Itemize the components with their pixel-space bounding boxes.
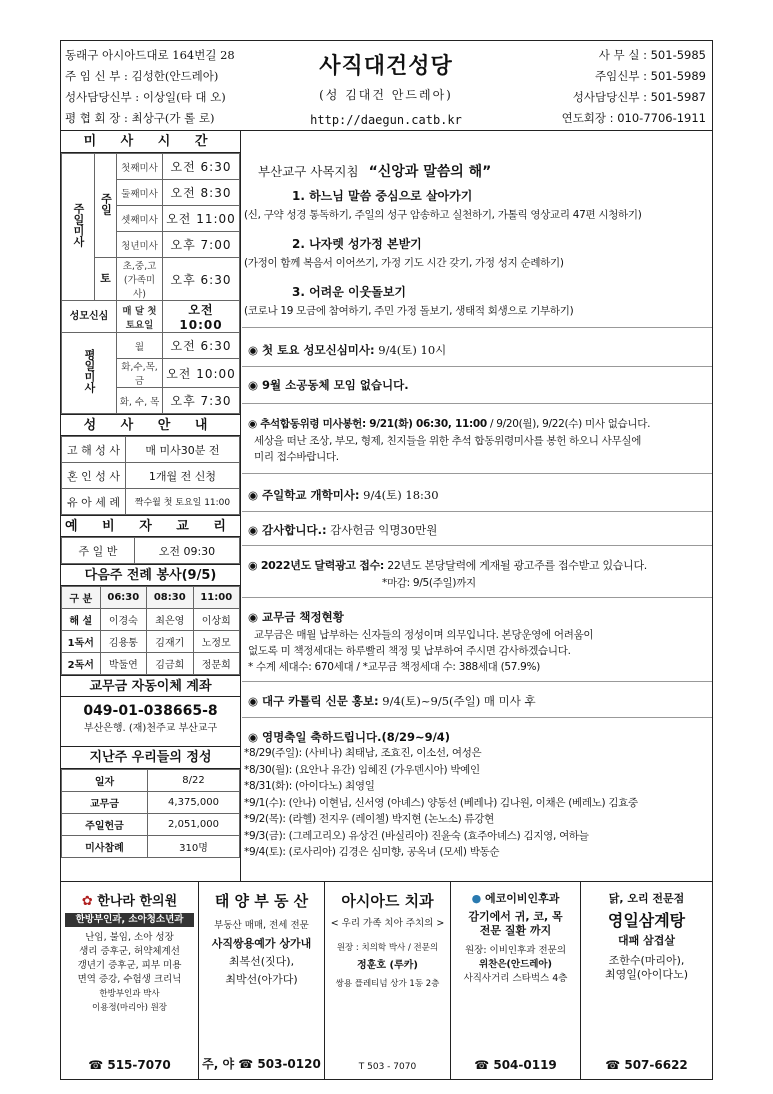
sun-label: 주일 <box>95 154 117 258</box>
main-content <box>242 131 712 881</box>
feast-item: *8/31(화): (아이다노) 최영일 <box>244 780 375 792</box>
mass-row-time: 오전 8:30 <box>163 180 240 206</box>
duty-head: 11:00 <box>193 587 240 609</box>
ad-eco-line1: 감기에서 귀, 코, 목 <box>468 910 563 923</box>
first-sat-label: 성모신심 <box>62 301 117 333</box>
notice-1-title: ◉ 첫 토요 성모신심미사: <box>248 343 375 357</box>
weekday-time: 오전 6:30 <box>163 333 240 359</box>
ad-hanara-line3: 생리 증후군, 허약체계선 <box>79 946 180 957</box>
mass-row-time: 오후 7:00 <box>163 232 240 258</box>
duty-cell: 김재기 <box>147 631 193 653</box>
mass-row-label: 청년미사 <box>117 232 163 258</box>
duty-role: 해 설 <box>62 609 101 631</box>
header-left <box>65 45 265 129</box>
feast-item: *9/3(금): (그레고리오) 유상건 (바실리아) 진윤숙 (효주아녜스) 김지영, 여하늘 <box>244 829 589 842</box>
duty-role: 1독서 <box>62 631 101 653</box>
notice-3-value: / 9/20(월), 9/22(수) 미사 없습니다. <box>489 418 651 430</box>
mass-row-label: 셋째미사 <box>117 206 163 232</box>
duty-head: 구 분 <box>62 587 101 609</box>
feast-item: *8/30(월): (요안나 유간) 임혜진 (가우덴시아) 박예인 <box>244 763 480 776</box>
account-bank: 부산은행. (재)천주교 부산교구 <box>83 723 218 734</box>
ad-dental-line4: 쌍용 플레티넘 상가 1동 2층 <box>335 979 440 989</box>
guideline-2-detail: (가정이 함께 복음서 이어쓰기, 가정 기도 시간 갖기, 가정 성지 순례하기) <box>244 257 564 269</box>
duty-cell: 박둘연 <box>100 653 146 675</box>
notice-7-detail-2: 없도록 미 책정세대는 하루빨리 책정 및 납부하여 주시면 감사하겠습니다. <box>248 645 571 657</box>
ads-section <box>61 881 712 1081</box>
ad-hanara-line1: 한방부인과, 소아청소년과 <box>65 913 194 927</box>
guideline-3-detail: (코로나 19 모금에 참여하기, 주민 가정 돌보기, 생태적 회생으로 기부하기) <box>244 305 574 317</box>
sacraments-table <box>61 436 240 515</box>
account-box <box>61 697 240 747</box>
offering-key: 미사참례 <box>62 836 148 858</box>
notice-8-title: ◉ 대구 카톨릭 신문 홍보: <box>248 694 379 708</box>
ad-taeyang-name: 태 양 부 동 산 <box>214 892 309 910</box>
header-right <box>501 45 706 129</box>
notice-2: ◉ 9월 소공동체 모임 없습니다. <box>248 378 409 392</box>
assistant-text: 성사담당신부 : 이상일(타 대 오) <box>65 90 226 104</box>
ad-asiad-dental <box>325 882 451 1080</box>
duty-head: 06:30 <box>100 587 146 609</box>
ad-dental-phone: T 503 - 7070 <box>358 1062 417 1072</box>
account-number: 049-01-038665-8 <box>83 703 218 719</box>
ad-taeyang-phone: 주, 야 ☎ 503-0120 <box>202 1057 321 1071</box>
offering-key: 일자 <box>62 770 148 792</box>
council-text: 평 협 회 장 : 최상구(가 롤 로) <box>65 111 215 125</box>
duty-cell: 이상희 <box>193 609 240 631</box>
ad-eco-line5: 사직사거리 스타벅스 4층 <box>463 973 568 984</box>
ad-hanara <box>61 882 199 1080</box>
notice-4-value: 9/4(토) 18:30 <box>363 488 439 502</box>
notice-8-value: 9/4(토)~9/5(주일) 매 미사 후 <box>382 694 536 708</box>
ad-eco-name: ● 에코이비인후과 <box>471 892 560 905</box>
catechumen-value: 오전 09:30 <box>134 538 239 564</box>
notice-5 <box>248 522 708 538</box>
guideline-2: 2. 나자렛 성가정 본받기 <box>292 237 422 251</box>
notice-3-detail-2: 미리 접수바랍니다. <box>254 451 339 463</box>
ad-taeyang <box>199 882 325 1080</box>
elder-phone: 연도회장 : 010-7706-1911 <box>561 111 706 125</box>
notice-9: ◉ 영명축일 축하드립니다.(8/29~9/4) <box>248 730 451 744</box>
guideline-1: 1. 하느님 말씀 중심으로 살아가기 <box>292 189 473 203</box>
offering-title: 지난주 우리들의 정성 <box>61 747 240 769</box>
ad-eco-phone: ☎ 504-0119 <box>474 1058 557 1072</box>
sat-label: 토 <box>95 258 117 301</box>
assistant-phone: 성사담당신부 : 501-5987 <box>572 90 706 104</box>
church-url[interactable]: http://daegun.catb.kr <box>310 113 462 127</box>
ad-taeyang-line4: 최박선(아가다) <box>225 973 298 986</box>
notice-4-title: ◉ 주일학교 개학미사: <box>248 488 360 502</box>
mass-title: 미 사 시 간 <box>61 131 240 153</box>
ad-dental-line2: 원장 : 치의학 박사 / 전문의 <box>336 943 439 953</box>
ad-hanara-phone: ☎ 515-7070 <box>88 1058 171 1072</box>
notice-1 <box>248 342 708 358</box>
divider <box>242 473 712 474</box>
motto-title: “신앙과 말씀의 해” <box>368 164 492 180</box>
offering-key: 주일헌금 <box>62 814 148 836</box>
office-phone: 사 무 실 : 501-5985 <box>598 48 706 62</box>
divider <box>242 403 712 404</box>
mass-row-time: 오후 6:30 <box>163 258 240 301</box>
eco-logo-icon: ● <box>471 892 482 905</box>
notice-6 <box>248 557 708 573</box>
sacraments-title: 성 사 안 내 <box>61 414 240 436</box>
ad-yeongil-line2: 대패 삼겹살 <box>618 934 675 947</box>
ad-yeongil-line3: 조한수(마리아), <box>608 954 685 967</box>
ad-yeongil-line1: 영일삼계탕 <box>607 911 686 930</box>
mass-row-label: 첫째미사 <box>117 154 163 180</box>
divider <box>242 597 712 598</box>
notice-7-detail: 교무금은 매월 납부하는 신자들의 정성이며 의무입니다. 본당운영에 어려움이 <box>254 629 594 641</box>
catechumen-key: 주 일 반 <box>62 538 135 564</box>
weekday-mass-label: 평일미사 <box>62 333 117 414</box>
guideline-1-detail: (신, 구약 성경 통독하기, 주일의 성구 암송하고 실천하기, 가톨릭 영상교리 47편 시청하기) <box>244 209 642 221</box>
ad-yeongil-phone: ☎ 507-6622 <box>605 1058 688 1072</box>
notice-7: ◉ 교무금 책정현황 <box>248 610 344 624</box>
ad-hanara-line6: 한방부인과 박사 <box>99 989 160 999</box>
sacrament-key: 유 아 세 례 <box>62 489 126 515</box>
notice-6-title: ◉ 2022년도 달력광고 접수: <box>248 559 385 572</box>
weekday-label: 월 <box>117 333 163 359</box>
notice-3-detail: 세상을 떠난 조상, 부모, 형제, 친지들을 위한 추석 합동위령미사를 봉헌 하오니 사무실에 <box>254 435 642 447</box>
weekday-time: 오후 7:30 <box>163 388 240 414</box>
weekday-label: 화, 수, 목 <box>117 388 163 414</box>
sacrament-value: 매 미사30분 전 <box>125 437 239 463</box>
divider <box>242 327 712 328</box>
weekday-label: 화,수,목,금 <box>117 359 163 388</box>
feast-item: *9/2(목): (라헬) 전지우 (레이첼) 박지현 (논노소) 류강현 <box>244 813 494 825</box>
ad-eco-line4: 위찬은(안드레아) <box>479 959 552 970</box>
mass-row-time: 오전 11:00 <box>163 206 240 232</box>
notice-6-value: 22년도 본당달력에 게재될 광고주를 접수받고 있습니다. <box>387 559 647 572</box>
ad-eco-line3: 원장: 이비인후과 전문의 <box>464 945 566 956</box>
weekday-time: 오전 10:00 <box>163 359 240 388</box>
notice-8 <box>248 693 708 709</box>
guideline-3: 3. 어려운 이웃돌보기 <box>292 285 407 299</box>
account-title: 교무금 자동이체 계좌 <box>61 675 240 697</box>
ad-taeyang-line2: 사직쌍용예가 상가내 <box>211 937 312 950</box>
duty-title: 다음주 전례 봉사(9/5) <box>61 564 240 586</box>
duty-cell: 정문희 <box>193 653 240 675</box>
first-sat-sub: 매 달 첫토요일 <box>117 301 163 333</box>
sacrament-value: 1개월 전 신청 <box>125 463 239 489</box>
bulletin-header <box>61 41 712 131</box>
notice-7-detail-3: * 수계 세대수: 670세대 / *교무금 책정세대 수: 388세대 (57.9%) <box>248 661 541 673</box>
notice-3 <box>248 416 708 431</box>
ad-taeyang-line3: 최복선(짓다), <box>228 955 295 968</box>
pastor-phone: 주임신부 : 501-5989 <box>595 69 706 83</box>
ad-yeongil-name: 닭, 오리 전문점 <box>608 892 685 905</box>
duty-cell: 노정모 <box>193 631 240 653</box>
sunday-mass-label: 주일미사 <box>62 154 95 301</box>
notice-6-detail: *마감: 9/5(주일)까지 <box>382 577 476 589</box>
sacrament-key: 고 해 성 사 <box>62 437 126 463</box>
ad-taeyang-line1: 부동산 매매, 전세 전문 <box>214 920 309 931</box>
offering-table <box>61 769 240 858</box>
offering-value: 8/22 <box>148 770 240 792</box>
mass-table <box>61 153 240 414</box>
feast-item: *9/4(토): (로사리아) 김경은 심미향, 공옥녀 (모세) 박동순 <box>244 846 500 858</box>
ad-eco-ent <box>451 882 581 1080</box>
ad-dental-line3: 정훈호 (루카) <box>357 960 418 971</box>
duty-table <box>61 586 240 675</box>
ad-eco-line2: 전문 질환 까지 <box>479 924 552 937</box>
ad-hanara-name: ✿ 한나라 한의원 <box>81 894 178 909</box>
offering-value: 310명 <box>148 836 240 858</box>
duty-cell: 김용통 <box>100 631 146 653</box>
divider <box>242 681 712 682</box>
motto-prefix: 부산교구 사목지침 <box>258 164 359 179</box>
feast-item: *8/29(주일): (사비나) 최태남, 조효진, 이소선, 여성은 <box>244 747 482 759</box>
feast-item: *9/1(수): (안나) 이현님, 신서영 (아녜스) 양동선 (베레나) 김나원, 이채은 (베레노) 김효중 <box>244 796 638 809</box>
bulletin-page <box>60 40 713 1080</box>
duty-role: 2독서 <box>62 653 101 675</box>
header-center <box>281 45 491 127</box>
ad-dental-name: 아시아드 치과 <box>341 892 434 910</box>
feast-list <box>244 745 704 861</box>
ad-yeongil <box>581 882 712 1080</box>
offering-value: 4,375,000 <box>148 792 240 814</box>
first-sat-time: 오전 10:00 <box>163 301 240 333</box>
catechumen-title: 예 비 자 교 리 <box>61 515 240 537</box>
duty-cell: 김금희 <box>147 653 193 675</box>
duty-cell: 최은영 <box>147 609 193 631</box>
ad-hanara-line2: 난임, 불임, 소아 성장 <box>85 932 174 943</box>
ad-hanara-line5: 면역 증강, 수험생 크리닉 <box>77 974 182 985</box>
divider <box>242 511 712 512</box>
catechumen-table <box>61 537 240 564</box>
divider <box>242 366 712 367</box>
ad-hanara-line7: 이용정(마리아) 원장 <box>91 1003 168 1013</box>
sacrament-key: 혼 인 성 사 <box>62 463 126 489</box>
mass-row-label: 초,중,고(가족미사) <box>117 258 163 301</box>
address-text: 동래구 아시아드대로 164번길 28 <box>65 48 235 62</box>
duty-cell: 이경숙 <box>100 609 146 631</box>
notice-5-value: 감사헌금 익명30만원 <box>330 523 438 537</box>
motto-line <box>248 161 708 181</box>
left-column <box>61 131 241 881</box>
church-title: 사직대건성당 <box>319 54 453 79</box>
divider <box>242 545 712 546</box>
offering-value: 2,051,000 <box>148 814 240 836</box>
mass-row-label: 둘째미사 <box>117 180 163 206</box>
sacrament-value: 짝수월 첫 토요일 11:00 <box>125 489 239 515</box>
notice-3-title: ◉ 추석합동위령 미사봉헌: 9/21(화) 06:30, 11:00 <box>248 418 487 430</box>
ad-hanara-line4: 갱년기 증후군, 피부 미용 <box>77 960 182 971</box>
duty-head: 08:30 <box>147 587 193 609</box>
notice-4 <box>248 487 708 503</box>
church-subtitle: (성 김대건 안드레아) <box>319 88 453 102</box>
mass-row-time: 오전 6:30 <box>163 154 240 180</box>
pastor-text: 주 임 신 부 : 김성한(안드레아) <box>65 69 219 83</box>
flower-icon: ✿ <box>81 894 93 909</box>
offering-key: 교무금 <box>62 792 148 814</box>
ad-yeongil-line4: 최영일(아이다노) <box>605 968 688 981</box>
notice-5-title: ◉ 감사합니다.: <box>248 523 327 537</box>
ad-dental-line1: < 우리 가족 치아 주치의 > <box>330 918 445 929</box>
divider <box>242 717 712 718</box>
notice-1-value: 9/4(토) 10시 <box>378 343 447 357</box>
